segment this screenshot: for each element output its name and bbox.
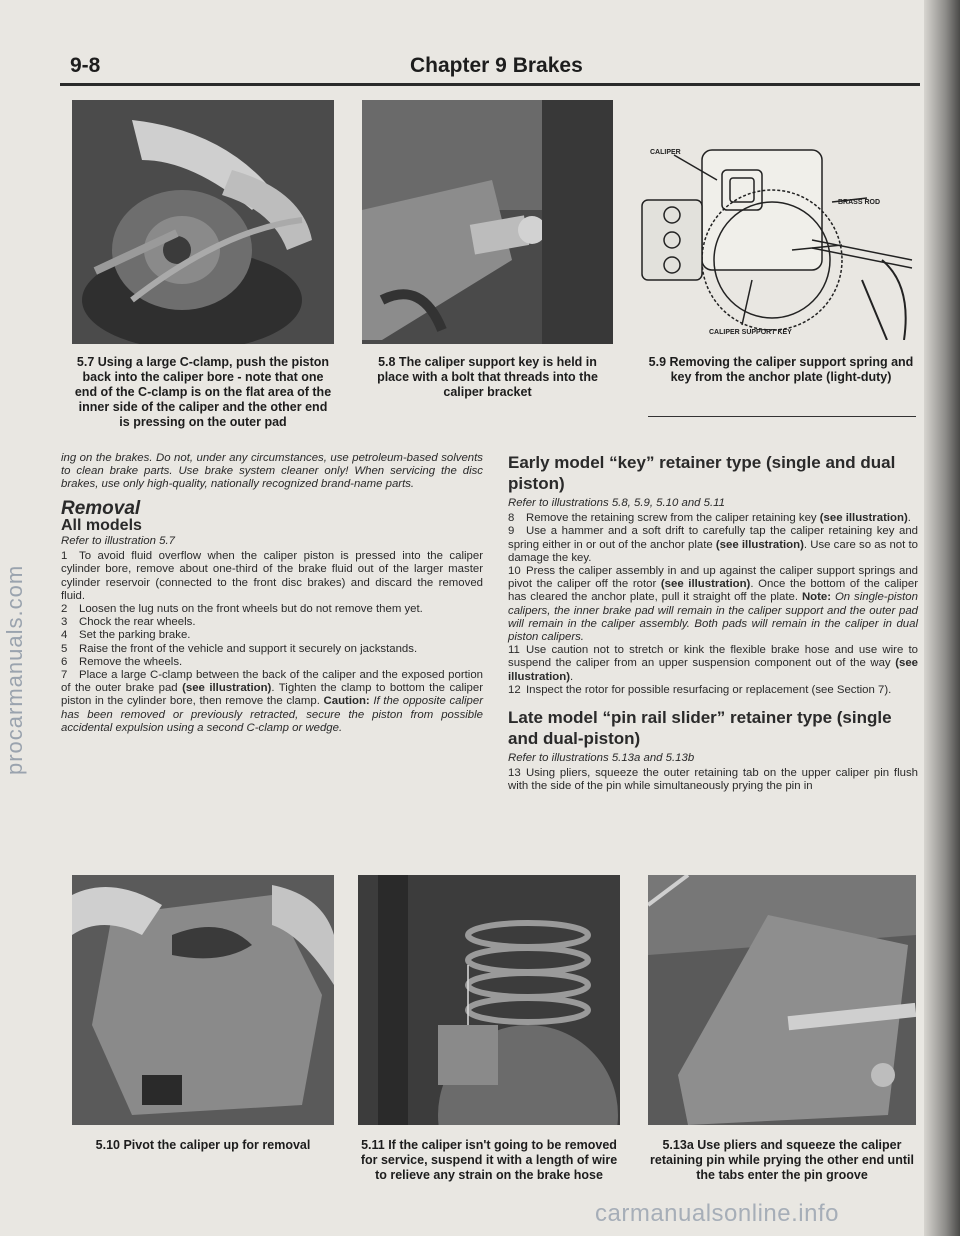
- photo-suspend-wire: [358, 875, 620, 1125]
- step-2: 2 Loosen the lug nuts on the front wheels but do not remove them yet.: [61, 603, 423, 616]
- late-model-heading: Late model “pin rail slider” retainer type (single and dual-piston): [508, 708, 892, 749]
- caption-fig-5-7: 5.7 Using a large C-clamp, push the piston back into the caliper bore - note that one end of the C-clamp is on the flat area of the inner side of the caliper and the other end is pressing on the outer pad: [74, 355, 332, 429]
- photo-c-clamp-drawing: [72, 100, 334, 344]
- page-header: [70, 50, 920, 84]
- step-7: 7 Place a large C-clamp between the back of the caliper and the exposed portion of the outer brake pad (see illustration). Tighten the clamp to bottom the caliper piston in the cylinder bore, then remove the clamp. Caution: If the opposite caliper has been removed or previously retracted, secure the piston from possible accidental expulsion using a second C-clamp or wedge.: [61, 669, 484, 734]
- step-5: 5 Raise the front of the vehicle and support it securely on jackstands.: [61, 642, 418, 655]
- step-8: 8 Remove the retaining screw from the caliper retaining key (see illustration).: [508, 512, 911, 525]
- diagram-label-support-key: CALIPER SUPPORT KEY: [709, 329, 792, 336]
- removal-heading: Removal: [61, 497, 141, 519]
- early-model-heading: Early model “key” retainer type (single and dual piston): [508, 453, 896, 493]
- photo-pliers-pin: [648, 875, 916, 1125]
- photo-pivot-caliper-drawing: [72, 875, 334, 1125]
- step-11: 11 Use caution not to stretch or kink the flexible brake hose and use wire to suspend the caliper from an upper suspension component out of the way (see illustration).: [508, 644, 918, 683]
- photo-pivot-caliper: [72, 875, 334, 1125]
- step-9: 9 Use a hammer and a soft drift to carefully tap the caliper retaining key and spring either in or out of the anchor plate (see illustration). Use care so as not to damage the key.: [508, 525, 918, 564]
- diagram-caliper-drawing: [612, 110, 922, 340]
- step-3: 3 Chock the rear wheels.: [61, 616, 196, 629]
- late-model-reference: Refer to illustrations 5.13a and 5.13b: [508, 752, 695, 765]
- step-10: 10 Press the caliper assembly in and up against the caliper support springs and pivot the caliper off the rotor (see illustration). Once the bottom of the caliper has cleared the anchor plate, pull it straight off the plate. Note: On single-piston calipers, the inner brake pad will remain in the caliper support and the outer pad will remain in the caliper assembly. Both pads will remain in the caliper in dual piston calipers.: [508, 565, 918, 644]
- page-number: 9-8: [70, 54, 101, 77]
- caption-fig-5-13a: 5.13a Use pliers and squeeze the caliper retaining pin while prying the other end until the tabs enter the pin groove: [650, 1138, 914, 1182]
- photo-pliers-pin-drawing: [648, 875, 916, 1125]
- left-text-column: [61, 452, 483, 735]
- caption-divider: [648, 416, 916, 417]
- step-13: 13 Using pliers, squeeze the outer retaining tab on the upper caliper pin flush with the side of the pin while simultaneously prying the pin in: [508, 767, 918, 793]
- photo-suspend-wire-drawing: [358, 875, 620, 1125]
- page-edge-shadow: [924, 0, 960, 1236]
- all-models-heading: All models: [61, 516, 142, 534]
- chapter-title: Chapter 9 Brakes: [410, 54, 583, 77]
- caption-fig-5-10: 5.10 Pivot the caliper up for removal: [95, 1138, 311, 1152]
- bottom-watermark: carmanualsonline.info: [595, 1200, 839, 1227]
- diagram-caliper-removal: [612, 110, 922, 340]
- step-12: 12 Inspect the rotor for possible resurfacing or replacement (see Section 7).: [508, 683, 892, 696]
- diagram-label-caliper: CALIPER: [650, 149, 681, 156]
- side-watermark: procarmanuals.com: [2, 564, 27, 776]
- intro-paragraph: ing on the brakes. Do not, under any circumstances, use petroleum-based solvents to clean brake parts. Use brake system cleaner only! When servicing the disc brakes, use only high-quality, nationally recognized brand-name parts.: [61, 452, 483, 491]
- diagram-label-brass-rod: BRASS ROD: [838, 199, 881, 206]
- removal-reference: Refer to illustration 5.7: [61, 535, 175, 548]
- caption-fig-5-9: 5.9 Removing the caliper support spring and key from the anchor plate (light-duty): [648, 355, 914, 384]
- photo-support-key-drawing: [362, 100, 613, 344]
- step-6: 6 Remove the wheels.: [61, 655, 183, 668]
- step-1: 1 To avoid fluid overflow when the caliper piston is pressed into the caliper cylinder bore, remove about one-third of the brake fluid out of the larger master cylinder reservoir (connected to the front disc brakes) and discard the removed fluid.: [61, 550, 483, 602]
- caption-fig-5-11: 5.11 If the caliper isn't going to be removed for service, suspend it with a length of wire to relieve any strain on the brake hose: [360, 1138, 618, 1182]
- step-4: 4 Set the parking brake.: [61, 629, 191, 642]
- photo-c-clamp: [72, 100, 334, 344]
- photo-support-key: [362, 100, 613, 344]
- caption-fig-5-8: 5.8 The caliper support key is held in place with a bolt that threads into the caliper bracket: [377, 355, 598, 399]
- header-rule: [60, 83, 920, 86]
- right-text-column: [508, 452, 918, 794]
- early-model-reference: Refer to illustrations 5.8, 5.9, 5.10 and 5.11: [508, 497, 725, 509]
